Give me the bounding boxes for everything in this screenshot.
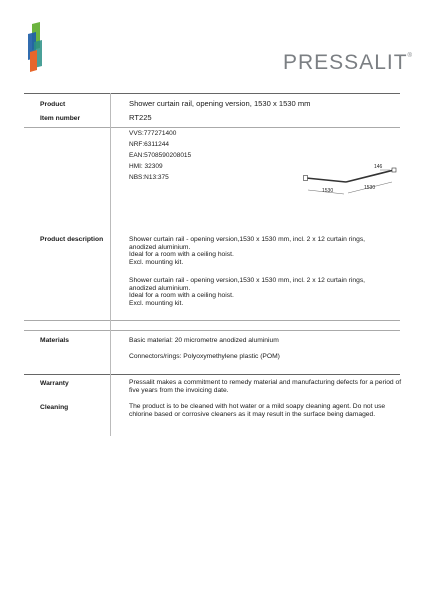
item-number-label: Item number <box>40 115 81 122</box>
item-number-value: RT225 <box>129 113 152 122</box>
divider-warranty-top <box>24 374 400 375</box>
cleaning-text: The product is to be cleaned with hot water or a mild soapy cleaning agent. Do not use chlorine based or corrosive cleaners as it may result in the surface being damaged. <box>129 403 386 419</box>
pressalit-logo-icon <box>24 22 46 72</box>
cleaning-label: Cleaning <box>40 404 69 411</box>
materials-basic: Basic material: 20 micrometre anodized aluminium <box>129 337 279 344</box>
column-divider <box>110 93 111 436</box>
product-label: Product <box>40 101 66 108</box>
rail-dimension-drawing <box>300 160 400 202</box>
divider-materials-top <box>24 330 400 331</box>
dim-right-label: 1530 <box>364 185 376 191</box>
code-ean: EAN:5708590208015 <box>129 152 192 159</box>
code-nrf: NRF:6311244 <box>129 141 169 148</box>
divider-codes <box>24 127 400 128</box>
product-description-label: Product description <box>40 236 104 243</box>
materials-label: Materials <box>40 337 69 344</box>
warranty-label: Warranty <box>40 380 69 387</box>
product-value: Shower curtain rail, opening version, 1530 x 1530 mm <box>129 99 311 108</box>
brand-wordmark: PRESSALIT® <box>283 51 412 74</box>
warranty-text: Pressalit makes a commitment to remedy material and manufacturing defects for a period of five years from the invoicing date. <box>129 379 402 395</box>
product-codes <box>129 128 191 183</box>
materials-connectors: Connectors/rings: Polyoxymethylene plastic (POM) <box>129 353 280 360</box>
dim-left-label: 1530 <box>322 188 334 194</box>
table-top-rule <box>24 93 400 94</box>
product-description-block-1: Shower curtain rail - opening version,1530 x 1530 mm, incl. 2 x 12 curtain rings, anodized aluminium. Ideal for a room with a ceiling hoist. Excl. mounting kit. <box>129 236 366 266</box>
code-hmi: HMI: 32309 <box>129 163 163 170</box>
code-nbs: NBS:N13:375 <box>129 174 169 181</box>
divider-description-end <box>24 320 400 321</box>
dim-short-label: 146 <box>374 164 383 170</box>
code-vvs: VVS:777271400 <box>129 130 177 137</box>
product-description-block-2: Shower curtain rail - opening version,1530 x 1530 mm, incl. 2 x 12 curtain rings, anodized aluminium. Ideal for a room with a ceiling hoist. Excl. mounting kit. <box>129 277 366 307</box>
